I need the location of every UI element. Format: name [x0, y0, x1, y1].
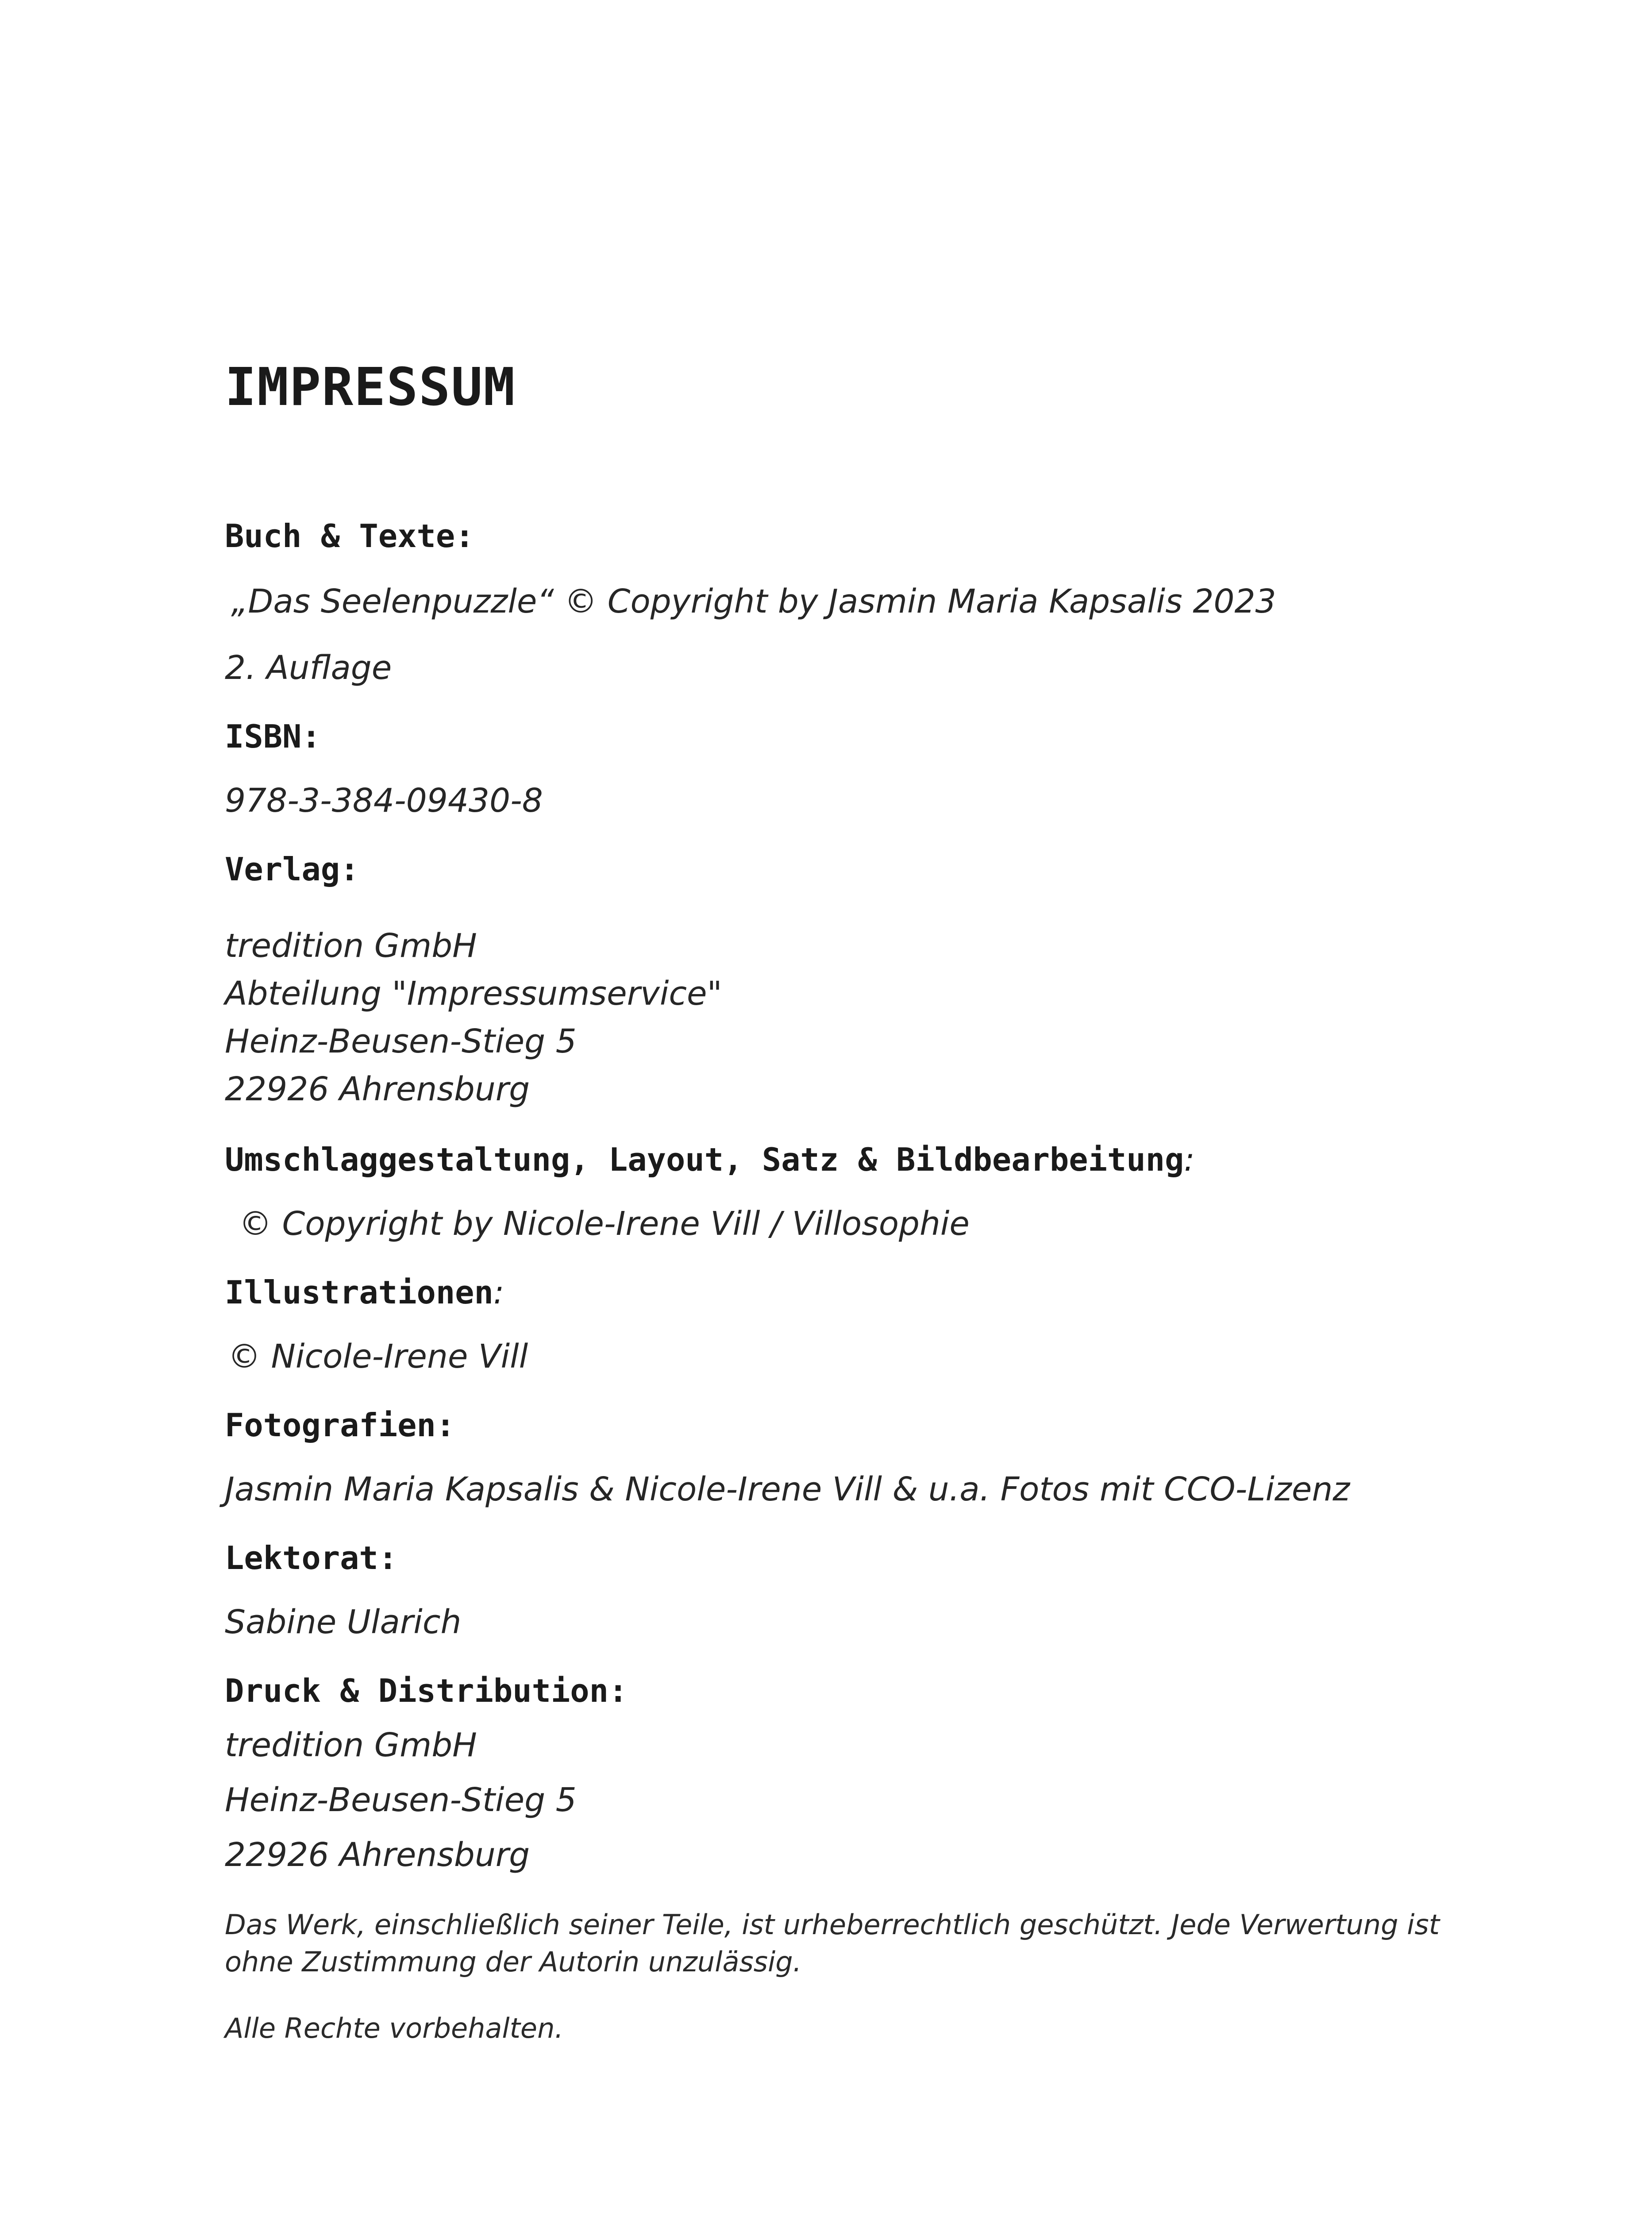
photos-value: Jasmin Maria Kapsalis & Nicole-Irene Vill & u.a. Fotos mit CCO-Lizenz [225, 1470, 1350, 1508]
cover-design-value: © Copyright by Nicole-Irene Vill / Villosophie [239, 1205, 970, 1243]
print-distribution-line: tredition GmbH [225, 1726, 477, 1764]
illustrations-label [225, 1274, 504, 1311]
label-colon: : [493, 1274, 504, 1311]
illustrations-label-text: Illustrationen [225, 1274, 493, 1311]
label-colon: : [1184, 1141, 1195, 1178]
copyright-notice-line: ohne Zustimmung der Autorin unzulässig. [225, 1946, 802, 1978]
cover-design-label [225, 1141, 1195, 1178]
publisher-label: Verlag: [225, 851, 359, 888]
illustrations-value: © Nicole-Irene Vill [228, 1338, 528, 1376]
cover-design-label-text: Umschlaggestaltung, Layout, Satz & Bildbearbeitung [225, 1141, 1184, 1178]
print-distribution-line: 22926 Ahrensburg [225, 1836, 530, 1874]
print-distribution-line: Heinz-Beusen-Stieg 5 [225, 1781, 577, 1819]
print-distribution-label: Druck & Distribution: [225, 1672, 628, 1709]
isbn-label: ISBN: [225, 718, 321, 755]
publisher-line: Heinz-Beusen-Stieg 5 [225, 1022, 577, 1060]
copyright-notice-line: Das Werk, einschließlich seiner Teile, ist urheberrechtlich geschützt. Jede Verwertung ist [225, 1908, 1440, 1941]
book-copyright-text: „Das Seelenpuzzle“ © Copyright by Jasmin Maria Kapsalis 2023 [231, 582, 1276, 621]
edition-text: 2. Auflage [225, 649, 392, 687]
book-texts-label: Buch & Texte: [225, 517, 474, 555]
publisher-line: tredition GmbH [225, 927, 477, 965]
page-title: IMPRESSUM [225, 356, 516, 417]
publisher-line: 22926 Ahrensburg [225, 1070, 530, 1108]
photos-label: Fotografien: [225, 1407, 455, 1444]
rights-reserved-text: Alle Rechte vorbehalten. [225, 2012, 564, 2044]
editing-value: Sabine Ularich [225, 1603, 462, 1641]
isbn-value: 978-3-384-09430-8 [225, 782, 543, 820]
publisher-line: Abteilung "Impressumservice" [225, 975, 722, 1013]
editing-label: Lektorat: [225, 1539, 398, 1577]
